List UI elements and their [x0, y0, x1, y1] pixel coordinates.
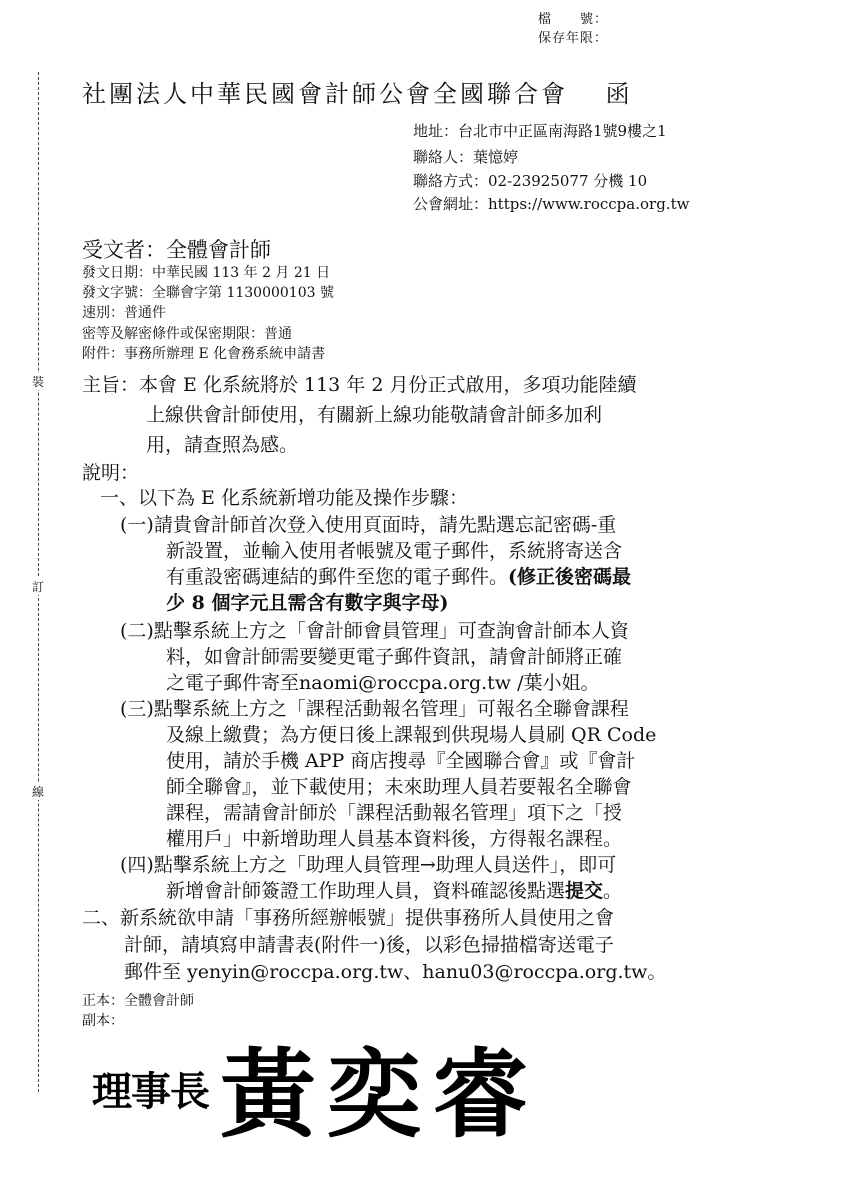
document-number: 發文字號：全聯會字第 1130000103 號	[82, 285, 334, 301]
subject-line-3: 用，請查照為感。	[146, 434, 299, 456]
contact-website: 公會網址：https://www.roccpa.org.tw	[413, 195, 690, 213]
item-2-line-3: 之電子郵件寄至naomi@roccpa.org.tw /葉小姐。	[166, 672, 600, 694]
binding-mark-middle: 訂	[31, 580, 44, 594]
item-1-line-2: 新設置，並輸入使用者帳號及電子郵件，系統將寄送含	[166, 540, 623, 562]
item-2-line-2: 料，如會計師需要變更電子郵件資訊，請會計師將正確	[166, 646, 623, 668]
subject-line-2: 上線供會計師使用，有關新上線功能敬請會計師多加利	[146, 404, 603, 426]
delivery-speed: 速別：普通件	[82, 305, 166, 321]
section-2-line-1: 二、新系統欲申請「事務所經辦帳號」提供事務所人員使用之會	[82, 907, 615, 929]
security-level: 密等及解密條件或保密期限：普通	[82, 326, 292, 342]
section-1-heading: 一、以下為 E 化系統新增功能及操作步驟：	[100, 487, 468, 509]
item-3-line-2: 及線上繳費；為方便日後上課報到供現場人員刷 QR Code	[166, 724, 657, 746]
retention-period-label: 保存年限：	[538, 31, 609, 46]
section-2-line-2: 計師，請填寫申請書表(附件一)後，以彩色掃描檔寄送電子	[124, 934, 614, 956]
copy-recipients: 副本：	[82, 1013, 124, 1029]
item-2-line-1: (二)點擊系統上方之「會計師會員管理」可查詢會計師本人資	[120, 620, 629, 642]
item-3-line-6: 權用戶」中新增助理人員基本資料後，方得報名課程。	[166, 828, 623, 850]
original-recipients: 正本：全體會計師	[82, 993, 194, 1009]
contact-address: 地址：台北市中正區南海路1號9樓之1	[413, 122, 667, 140]
item-3-line-1: (三)點擊系統上方之「課程活動報名管理」可報名全聯會課程	[120, 698, 629, 720]
contact-person: 聯絡人：葉憶婷	[413, 148, 519, 166]
document-title: 社團法人中華民國會計師公會全國聯合會 函	[82, 80, 633, 108]
subject-line-1: 主旨：本會 E 化系統將於 113 年 2 月份正式啟用，多項功能陸續	[82, 374, 637, 396]
item-1-line-3: 有重設密碼連結的郵件至您的電子郵件。(修正後密碼最	[166, 566, 632, 588]
item-3-line-5: 課程，需請會計師於「課程活動報名管理」項下之「授	[166, 802, 623, 824]
signature-name-stamp: 黃奕睿	[220, 1038, 538, 1151]
file-number-label: 檔 號：	[538, 12, 609, 27]
binding-mark-top: 裝	[31, 375, 44, 389]
issue-date: 發文日期：中華民國 113 年 2 月 21 日	[82, 265, 331, 281]
explanation-label: 說明：	[82, 462, 140, 484]
contact-phone: 聯絡方式：02-23925077 分機 10	[413, 172, 648, 190]
item-3-line-4: 師全聯會』，並下載使用；未來助理人員若要報名全聯會	[166, 776, 632, 798]
item-1-line-1: (一)請貴會計師首次登入使用頁面時，請先點選忘記密碼-重	[120, 514, 617, 536]
attachment-note: 附件：事務所辦理 E 化會務系統申請書	[82, 346, 326, 362]
password-rule-emphasis: (修正後密碼最	[508, 566, 632, 588]
section-2-line-3: 郵件至 yenyin@roccpa.org.tw、hanu03@roccpa.org.tw。	[124, 961, 667, 983]
signature-title-stamp: 理事長	[92, 1068, 209, 1115]
submit-emphasis: 提交	[565, 880, 604, 902]
item-1-line-4: 少 8 個字元且需含有數字與字母)	[166, 592, 449, 614]
item-4-line-2: 新增會計師簽證工作助理人員，資料確認後點選提交。	[166, 880, 623, 902]
item-4-line-1: (四)點擊系統上方之「助理人員管理→助理人員送件」，即可	[120, 854, 617, 876]
item-3-line-3: 使用，請於手機 APP 商店搜尋『全國聯合會』或『會計	[166, 750, 636, 772]
binding-mark-bottom: 線	[31, 785, 44, 799]
recipient: 受文者：全體會計師	[82, 238, 271, 262]
